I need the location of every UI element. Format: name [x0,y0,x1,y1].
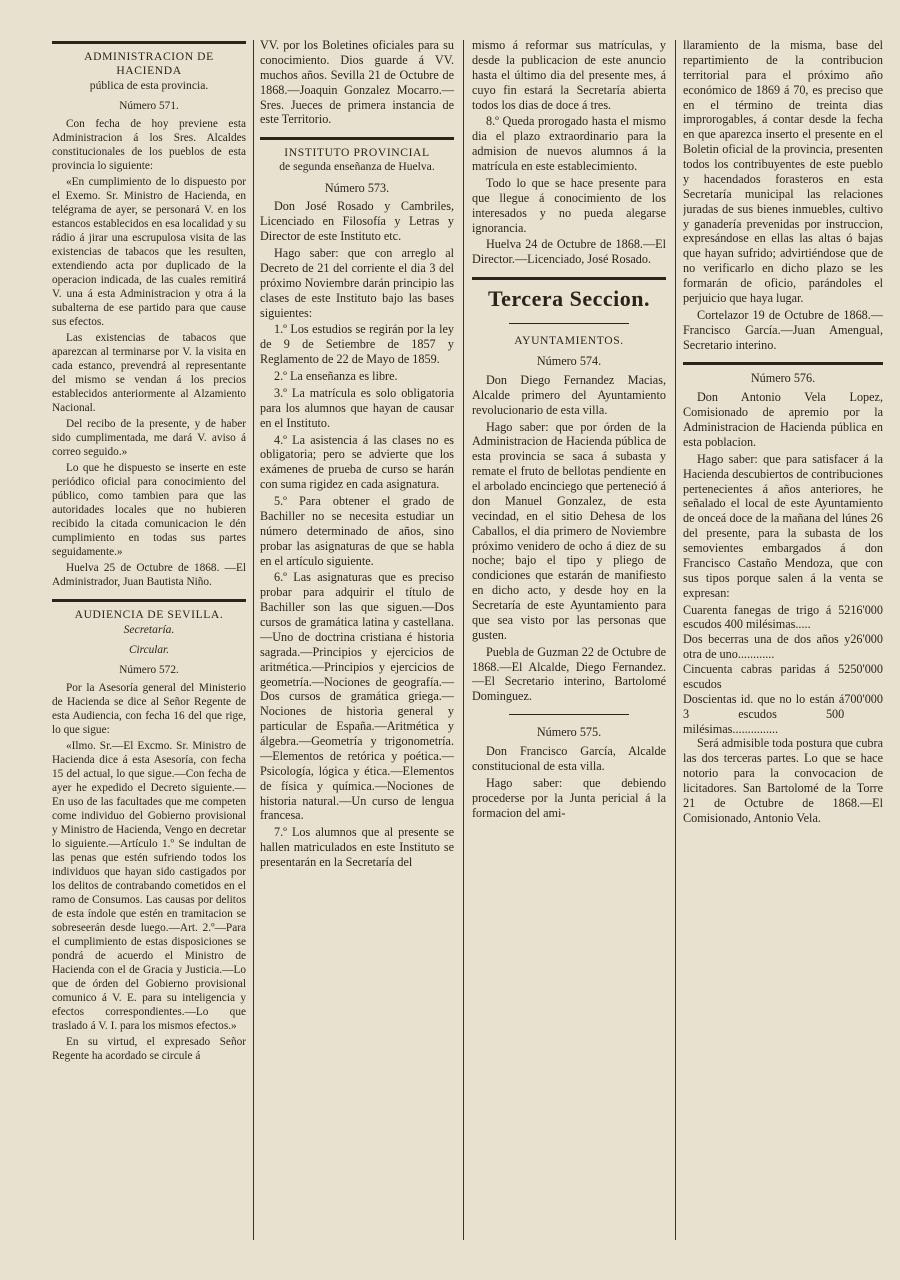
paragraph: VV. por los Boletines oficiales para su conocimiento. Dios guarde á VV. muchos años. Sevilla 21 de Octubre de 1868.—Joaquin Gonzalez Mocarro.—Sres. Jueces de primera instancia de este Territorio. [260,38,454,127]
item-label: Cuarenta fanegas de trigo á 5 escudos 400 milésimas..... [683,602,845,632]
paragraph: Del recibo de la presente, y de haber sido cumplimentada, me dará V. aviso á correo seguido.» [52,418,246,459]
paragraph: Con fecha de hoy previene esta Administracion á los Sres. Alcaldes constitucionales de los pueblos de esta provincia lo siguiente: [52,118,246,173]
section-heading: AYUNTAMIENTOS. [514,333,624,347]
heading-rule [260,137,454,140]
auction-item [683,692,883,737]
auction-item [683,662,883,692]
section-subheading: Secretaría. [123,622,175,636]
notice-number: Número 574. [536,354,602,369]
section-title: Tercera Seccion. [488,286,650,312]
column-3 [472,38,666,1260]
item-value: 250'000 [844,662,883,676]
paragraph: «En cumplimiento de lo dispuesto por el Exemo. Sr. Ministro de Hacienda, en telégrama de ayer, se personará V. en los estancos establecidos en esa localidad y su rádio á jirar una escrupulosa visita de las existencias de tabacos que les resulten, extendiendo acta por duplicado de la operacion indicada, de las cuales remitirá V. una á esta Administracion y otra á la subalterna de ese partido para que cause sus efectos. [52,176,246,329]
item-value: 216'000 [844,602,883,617]
paragraph: Don José Rosado y Cambriles, Licenciado en Filosofía y Letras y Director de este Instituto etc. [260,199,454,244]
column-2 [260,38,454,1260]
item-label: Doscientas id. que no lo están á 3 escudos 500 milésimas............... [683,691,845,736]
signature: Cortelazor 19 de Octubre de 1868.—Francisco García.—Juan Amengual, Secretario interino. [683,307,883,352]
item-label: Dos becerras una de dos años y otra de uno............ [683,632,851,662]
paragraph: llaramiento de la misma, base del repartimiento de la contribucion territorial para el próximo año económico de 1869 á 70, es preciso que en el término de treinta dias improrogables, á contar desde la fecha en que aparezca inserto el presente en el Boletin oficial de la provincia, presenten todos los contribuyentes de este pueblo y hacendados forasteros en esta Secretaría municipal las relaciones juradas de sus bienes inmuebles, cultivo y ganadería prevenidas por instruccion, expresándose en ellas las altas ó bajas que hayan sufrido; advirtiéndose que de no verificarlo en dicho plazo se les formarán de oficio, parándoles el perjuicio que haya lugar. [683,38,883,305]
section-subheading: pública de esta provincia. [89,78,209,92]
column-4 [683,38,883,1260]
paragraph: Será admisible toda postura que cubra las dos terceras partes. Lo que se hace notorio para la convocacion de licitadores. San Bartolomé de la Torre 21 de Octubre de 1868.—El Comisionado, Antonio Vela. [683,736,883,825]
paragraph: 5.º Para obtener el grado de Bachiller no se necesita estudiar un número determinado de años, sino probar las asignaturas de que se habla en el artículo siguiente. [260,494,454,568]
paragraph: En su virtud, el expresado Señor Regente ha acordado se circule á [52,1035,246,1062]
heading-rule [52,41,246,44]
paragraph: «Ilmo. Sr.—El Excmo. Sr. Ministro de Hacienda dice á esta Asesoría, con fecha 15 del actual, lo que sigue.—Con fecha de ayer he expedido el Decreto siguiente.—En uso de las facultades que me competen come individuo del Gobierno provisional y Ministro de Hacienda, Vengo en decretar lo siguiente.—Artículo 1.º Se indultan de las penas que estén sufriendo todos los individuos que hayan sido castigados por los delitos de contrabando cometidos en el ramo de Consumos. Las causas por delitos de esta índole que estén en tramitacion se sobreseerán desde luego.—Art. 2.º—Para el cumplimiento de estas disposiciones se pondrá de acuerdo el Ministro de Hacienda con el de Gracia y Justicia.—Lo que de órden del Gobierno provisional comunico á V. E. para su inteligencia y efectos correspondientes.—Lo que traslado á V. I. para los mismos efectos.» [52,739,246,1032]
paragraph: 2.º La enseñanza es libre. [274,369,398,384]
paragraph: Hago saber: que por órden de la Administracion de Hacienda pública de esta provincia se saca á subasta y remate el fruto de bellotas pendiente en el arbolado encinciego que perteneció á don Manuel Gonzalez, de esta vecindad, en el sitio Dehesa de los Caballos, el dia primero de Noviembre próximo venidero de ocho á diez de su noche; bajo el tipo y pliego de condiciones que estarán de manifiesto en dicho acto, y desde hoy en la Secretaría de este Ayuntamiento para que sea visto por las personas que gusten. [472,419,666,642]
column-divider [253,40,254,1240]
paragraph: mismo á reformar sus matrículas, y desde la publicacion de este anuncio hasta el último dia del presente mes, á cuyo fin estará la Secretaría abierta todos los dias de doce á tres. [472,38,666,112]
notice-number: Número 573. [324,180,390,195]
paragraph: 1.º Los estudios se regirán por la ley de 9 de Setiembre de 1857 y Reglamento de 22 de Mayo de 1859. [260,322,454,367]
paragraph: 6.º Las asignaturas que es preciso probar para adquirir el título de Bachiller son las que siguen.—Dos cursos de gramática latina y castellana.—Uno de doctrina cristiana é historia sagrada.—Principios y ejercicios de aritmética.—Principios y ejercicios de geometría.—Nociones de geografía.—Dos cursos de gramática griega.—Nociones de historia general y particular de España.—Aritmética y álgebra.—Geometría y trigonometría.—Elementos de retórica y poética.—Psicología, lógica y ética.—Elementos de física y química.—Nociones de historia natural.—Un curso de lengua francesa. [260,570,454,823]
heading-rule [472,277,666,280]
paragraph: Don Diego Fernandez Macias, Alcalde primero del Ayuntamiento revolucionario de esta villa. [472,372,666,417]
signature: Huelva 24 de Octubre de 1868.—El Director.—Licenciado, José Rosado. [472,237,666,267]
circular-label: Circular. [128,643,170,656]
paragraph: Hago saber: que con arreglo al Decreto de 21 del corriente el dia 3 del próximo Noviembre darán principio las clases de este Instituto bajo las bases siguientes: [260,246,454,320]
auction-item [683,603,883,633]
column-divider [463,40,464,1240]
paragraph: 7.º Los alumnos que al presente se hallen matriculados en este Instituto se presentarán en la Secretaría del [260,825,454,870]
item-value: 26'000 [850,632,883,647]
section-heading: ADMINISTRACION DE HACIENDA [84,50,214,78]
signature: Huelva 25 de Octubre de 1868. —El Administrador, Juan Bautista Niño. [52,562,246,589]
notice-number: Número 572. [119,663,179,676]
paragraph: Todo lo que se hace presente para que llegue á conocimiento de los interesados y no pueda alegarse ignorancia. [472,175,666,235]
divider [509,323,629,324]
paragraph: Las existencias de tabacos que aparezcan al terminarse por V. la visita en cada estanco, prevendrá al representante del mismo se vendan á los precios establecidos anteriormente al Alzamiento Nacional. [52,332,246,415]
item-label: Cincuenta cabras paridas á 5 escudos [683,662,845,691]
signature: Puebla de Guzman 22 de Octubre de 1868.—El Alcalde, Diego Fernandez.—El Secretario interino, Bartolomé Dominguez. [472,644,666,704]
column-1 [52,38,246,1260]
heading-rule [52,599,246,602]
item-value: 700'000 [844,691,883,706]
notice-number: Número 576. [750,371,816,386]
section-heading: INSTITUTO PROVINCIAL [284,146,430,160]
heading-rule [683,362,883,365]
section-subheading: de segunda enseñanza de Huelva. [279,160,435,174]
paragraph: Hago saber: que debiendo procederse por la Junta pericial á la formacion del ami- [472,775,666,820]
column-divider [675,40,676,1240]
paragraph: Por la Asesoría general del Ministerio de Hacienda se dice al Señor Regente de esta Audiencia, con fecha 16 del que rige, lo que sigue: [52,681,246,736]
notice-number: Número 571. [119,100,179,113]
paragraph: Don Antonio Vela Lopez, Comisionado de apremio por la Administracion de Hacienda pública en esta poblacion. [683,390,883,449]
paragraph: Don Francisco García, Alcalde constitucional de esta villa. [472,744,666,773]
paragraph: 3.º La matrícula es solo obligatoria para los alumnos que hayan de causar en el Instituto. [260,385,454,430]
section-heading: AUDIENCIA DE SEVILLA. [74,608,224,622]
paragraph: 8.º Queda prorogado hasta el mismo dia el plazo extraordinario para la admision de nuevos alumnos á la matrícula en este establecimiento. [472,114,666,173]
auction-item [683,632,883,662]
paragraph: Lo que he dispuesto se inserte en este periódico oficial para conocimiento del público, como tambien para que las autoridades locales que no hubieren recibido la citada comunicacion le dén cumplimiento en todas sus partes seguidamente.» [52,462,246,559]
divider [509,714,629,715]
paragraph: 4.º La asistencia á las clases no es obligatoria; pero se advierte que los exámenes de prueba de curso se harán con suma rigidez en cada asignatura. [260,432,454,492]
notice-number: Número 575. [536,725,602,740]
paragraph: Hago saber: que para satisfacer á la Hacienda descubiertos de contribuciones pertenecientes á años anteriores, he señalado el local de este Ayuntamiento de onceá doce de la mañana del lúnes 26 del presente, para la subasta de los semovientes embargados á don Francisco Castaño Mendoza, que con sus tipos porque salen á la venta se expresan: [683,451,883,600]
